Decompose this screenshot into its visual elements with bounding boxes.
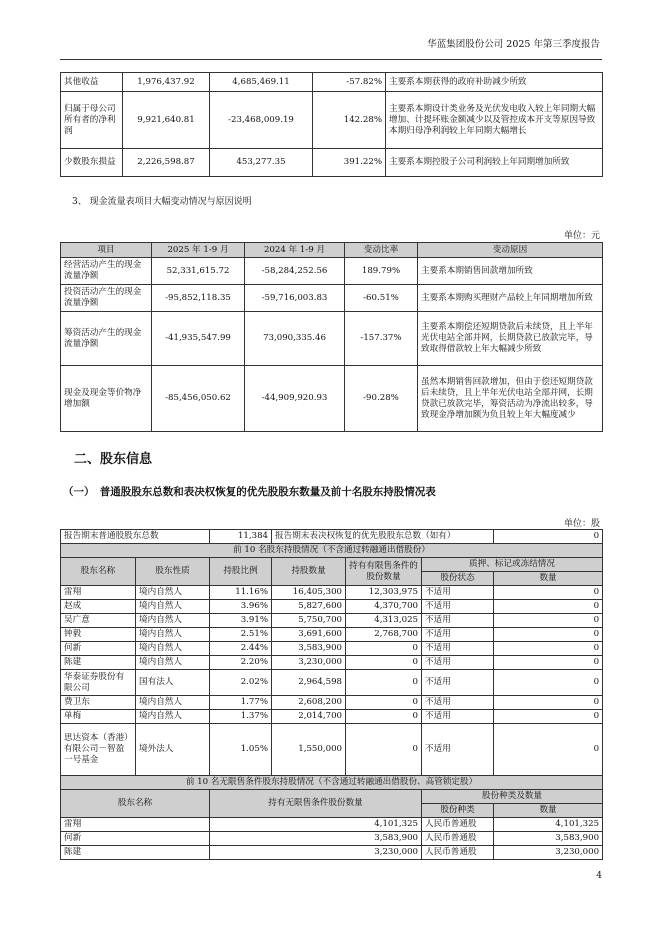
ratio-cell: -157.37% <box>345 312 418 366</box>
status-cell: 不适用 <box>422 696 494 710</box>
ratio-cell: 1.37% <box>210 710 272 724</box>
ratio-cell: 2.02% <box>210 670 272 696</box>
table-row <box>61 285 603 312</box>
restricted-cell: 4,370,700 <box>346 600 422 614</box>
restricted-cell: 0 <box>346 696 422 710</box>
table-row <box>61 628 603 642</box>
u-header-qty: 数量 <box>494 804 603 818</box>
income-change-table <box>60 72 603 177</box>
count-cell: 3,230,000 <box>210 846 422 860</box>
count-cell: 5,827,600 <box>272 600 346 614</box>
shareholder-table <box>60 529 603 860</box>
restricted-cell: 0 <box>346 724 422 776</box>
item-cell: 筹资活动产生的现金流量净额 <box>61 312 152 366</box>
unit-label: 单位：股 <box>563 519 600 529</box>
table-row <box>61 586 603 600</box>
reason-cell: 主要系本期购买理财产品较上年同期增加所致 <box>418 285 603 312</box>
u-header-name: 股东名称 <box>61 790 210 818</box>
header-ratio: 变动比率 <box>345 243 418 258</box>
ratio-cell: 2.20% <box>210 656 272 670</box>
qty-cell: 3,230,000 <box>494 846 603 860</box>
count-cell: 4,101,325 <box>210 818 422 832</box>
header-ratio: 持股比例 <box>210 558 272 586</box>
current-cell: -95,852,118.35 <box>152 285 245 312</box>
reason-cell: 虽然本期销售回款增加，但由于偿还短期贷款后未续贷，且上半年光伏电站全部并网，长期贷款已放款完毕，筹资活动为净流出较多，导致现金净增加额为负且较上年大幅度减少 <box>418 366 603 432</box>
table-row <box>61 92 603 149</box>
summary-label-preferred: 报告期末表决权恢复的优先股股东总数（如有） <box>272 530 494 544</box>
name-cell: 何新 <box>61 642 136 656</box>
header-divider <box>60 59 602 60</box>
summary-row <box>61 530 603 544</box>
name-cell: 陈建 <box>61 656 136 670</box>
qty-cell: 0 <box>494 670 603 696</box>
current-cell: 2,226,598.87 <box>123 149 210 177</box>
kind-cell: 人民币普通股 <box>422 832 494 846</box>
current-cell: 9,921,640.81 <box>123 92 210 149</box>
table-row <box>61 710 603 724</box>
status-cell: 不适用 <box>422 600 494 614</box>
item-cell: 经营活动产生的现金流量净额 <box>61 258 152 285</box>
header-qty: 数量 <box>494 572 603 586</box>
header-prior: 2024 年 1-9 月 <box>245 243 345 258</box>
table-row <box>61 724 603 776</box>
nature-cell: 境内自然人 <box>136 586 210 600</box>
u-header-kind: 股份种类 <box>422 804 494 818</box>
nature-cell: 境内自然人 <box>136 642 210 656</box>
qty-cell: 0 <box>494 586 603 600</box>
status-cell: 不适用 <box>422 724 494 776</box>
prior-cell: 453,277.35 <box>210 149 313 177</box>
table-row <box>61 149 603 177</box>
qty-cell: 4,101,325 <box>494 818 603 832</box>
nature-cell: 境外法人 <box>136 724 210 776</box>
name-cell: 单梅 <box>61 710 136 724</box>
item-cell: 现金及现金等价物净增加额 <box>61 366 152 432</box>
status-cell: 不适用 <box>422 628 494 642</box>
reason-cell: 主要系本期设计类业务及光伏发电收入较上年同期大幅增加、计提坏账金额减少以及管控成本开支等原因导致本期归母净利润较上年同期大幅增长 <box>386 92 603 149</box>
name-cell: 雷翔 <box>61 818 210 832</box>
unrestricted-title: 前 10 名无限售条件股东持股情况（不含通过转融通出借股份、高管锁定股） <box>61 776 603 790</box>
nature-cell: 境内自然人 <box>136 600 210 614</box>
ratio-cell: 142.28% <box>313 92 386 149</box>
prior-cell: -23,468,009.19 <box>210 92 313 149</box>
subsection-heading: （一） 普通股股东总数和表决权恢复的优先股股东数量及前十名股东持股情况表 <box>63 486 436 498</box>
nature-cell: 境内自然人 <box>136 656 210 670</box>
prior-cell: -44,909,920.93 <box>245 366 345 432</box>
qty-cell: 3,583,900 <box>494 832 603 846</box>
current-cell: -41,935,547.99 <box>152 312 245 366</box>
nature-cell: 境内自然人 <box>136 628 210 642</box>
status-cell: 不适用 <box>422 670 494 696</box>
header-pledge: 质押、标记或冻结情况 <box>422 558 603 572</box>
count-cell: 2,608,200 <box>272 696 346 710</box>
u-header-kind-group: 股份种类及数量 <box>422 790 603 804</box>
count-cell: 2,014,700 <box>272 710 346 724</box>
status-cell: 不适用 <box>422 614 494 628</box>
status-cell: 不适用 <box>422 710 494 724</box>
reason-cell: 主要系本期销售回款增加所致 <box>418 258 603 285</box>
unit-label: 单位：元 <box>563 231 600 241</box>
restricted-cell: 0 <box>346 670 422 696</box>
item-cell: 投资活动产生的现金流量净额 <box>61 285 152 312</box>
nature-cell: 境内自然人 <box>136 614 210 628</box>
ratio-cell: 2.44% <box>210 642 272 656</box>
section-3-title: 3、 现金流量表项目大幅变动情况与原因说明 <box>72 197 252 207</box>
restricted-cell: 0 <box>346 642 422 656</box>
table-header-row <box>61 558 603 572</box>
header-nature: 股东性质 <box>136 558 210 586</box>
name-cell: 费卫东 <box>61 696 136 710</box>
ratio-cell: 391.22% <box>313 149 386 177</box>
ratio-cell: 1.05% <box>210 724 272 776</box>
summary-value-preferred: 0 <box>494 530 603 544</box>
ratio-cell: 3.91% <box>210 614 272 628</box>
name-cell: 吴广意 <box>61 614 136 628</box>
restricted-cell: 2,768,700 <box>346 628 422 642</box>
qty-cell: 0 <box>494 696 603 710</box>
header-count: 持股数量 <box>272 558 346 586</box>
header-name: 股东名称 <box>61 558 136 586</box>
table-row <box>61 656 603 670</box>
qty-cell: 0 <box>494 656 603 670</box>
restricted-cell: 4,313,025 <box>346 614 422 628</box>
title-row <box>61 544 603 558</box>
ratio-cell: -60.51% <box>345 285 418 312</box>
restricted-cell: 12,303,975 <box>346 586 422 600</box>
count-cell: 3,583,900 <box>210 832 422 846</box>
count-cell: 3,583,900 <box>272 642 346 656</box>
ratio-cell: -90.28% <box>345 366 418 432</box>
kind-cell: 人民币普通股 <box>422 818 494 832</box>
table-row <box>61 832 603 846</box>
table-row <box>61 258 603 285</box>
count-cell: 5,750,700 <box>272 614 346 628</box>
title-row <box>61 776 603 790</box>
table-row <box>61 73 603 92</box>
item-cell: 归属于母公司所有者的净利润 <box>61 92 123 149</box>
header-item: 项目 <box>61 243 152 258</box>
table-row <box>61 312 603 366</box>
ratio-cell: 11.16% <box>210 586 272 600</box>
qty-cell: 0 <box>494 600 603 614</box>
count-cell: 3,230,000 <box>272 656 346 670</box>
table-header-row <box>61 243 603 258</box>
header-current: 2025 年 1-9 月 <box>152 243 245 258</box>
count-cell: 1,550,000 <box>272 724 346 776</box>
u-header-count: 持有无限售条件股份数量 <box>210 790 422 818</box>
ratio-cell: -57.82% <box>313 73 386 92</box>
name-cell: 赵成 <box>61 600 136 614</box>
current-cell: 52,331,615.72 <box>152 258 245 285</box>
reason-cell: 主要系本期偿还短期贷款后未续贷，且上半年光伏电站全部并网，长期贷款已放款完毕，导致取得借款较上年大幅减少所致 <box>418 312 603 366</box>
restricted-cell: 0 <box>346 656 422 670</box>
name-cell: 华泰证券股份有限公司 <box>61 670 136 696</box>
header-reason: 变动原因 <box>418 243 603 258</box>
table-row <box>61 818 603 832</box>
summary-label-common: 报告期末普通股股东总数 <box>61 530 210 544</box>
item-cell: 少数股东损益 <box>61 149 123 177</box>
qty-cell: 0 <box>494 628 603 642</box>
table-row <box>61 614 603 628</box>
nature-cell: 境内自然人 <box>136 710 210 724</box>
table-row <box>61 642 603 656</box>
nature-cell: 境内自然人 <box>136 696 210 710</box>
status-cell: 不适用 <box>422 656 494 670</box>
name-cell: 思达资本（香港）有限公司－智盈一号基金 <box>61 724 136 776</box>
page-header-title: 华蓝集团股份公司 2025 年第三季度报告 <box>427 39 600 50</box>
page-number: 4 <box>596 871 602 881</box>
qty-cell: 0 <box>494 724 603 776</box>
table-row <box>61 846 603 860</box>
current-cell: -85,456,050.62 <box>152 366 245 432</box>
prior-cell: 73,090,335.46 <box>245 312 345 366</box>
section-heading: 二、股东信息 <box>74 452 153 467</box>
top10-title: 前 10 名股东持股情况（不含通过转融通出借股份） <box>61 544 603 558</box>
header-status: 股份状态 <box>422 572 494 586</box>
summary-value-common: 11,384 <box>210 530 272 544</box>
ratio-cell: 189.79% <box>345 258 418 285</box>
table-header-row <box>61 790 603 804</box>
count-cell: 3,691,600 <box>272 628 346 642</box>
kind-cell: 人民币普通股 <box>422 846 494 860</box>
table-row <box>61 366 603 432</box>
status-cell: 不适用 <box>422 586 494 600</box>
reason-cell: 主要系本期控股子公司利润较上年同期增加所致 <box>386 149 603 177</box>
cash-flow-table <box>60 242 603 432</box>
qty-cell: 0 <box>494 642 603 656</box>
prior-cell: -58,284,252.56 <box>245 258 345 285</box>
table-row <box>61 670 603 696</box>
table-row <box>61 696 603 710</box>
qty-cell: 0 <box>494 614 603 628</box>
status-cell: 不适用 <box>422 642 494 656</box>
restricted-cell: 0 <box>346 710 422 724</box>
count-cell: 16,405,300 <box>272 586 346 600</box>
prior-cell: 4,685,469.11 <box>210 73 313 92</box>
item-cell: 其他收益 <box>61 73 123 92</box>
count-cell: 2,964,598 <box>272 670 346 696</box>
table-row <box>61 600 603 614</box>
ratio-cell: 1.77% <box>210 696 272 710</box>
name-cell: 何新 <box>61 832 210 846</box>
current-cell: 1,976,437.92 <box>123 73 210 92</box>
ratio-cell: 3.96% <box>210 600 272 614</box>
name-cell: 雷翔 <box>61 586 136 600</box>
reason-cell: 主要系本期获得的政府补助减少所致 <box>386 73 603 92</box>
name-cell: 陈建 <box>61 846 210 860</box>
header-restricted: 持有有限售条件的股份数量 <box>346 558 422 586</box>
prior-cell: -59,716,003.83 <box>245 285 345 312</box>
ratio-cell: 2.51% <box>210 628 272 642</box>
nature-cell: 国有法人 <box>136 670 210 696</box>
qty-cell: 0 <box>494 710 603 724</box>
name-cell: 钟毅 <box>61 628 136 642</box>
